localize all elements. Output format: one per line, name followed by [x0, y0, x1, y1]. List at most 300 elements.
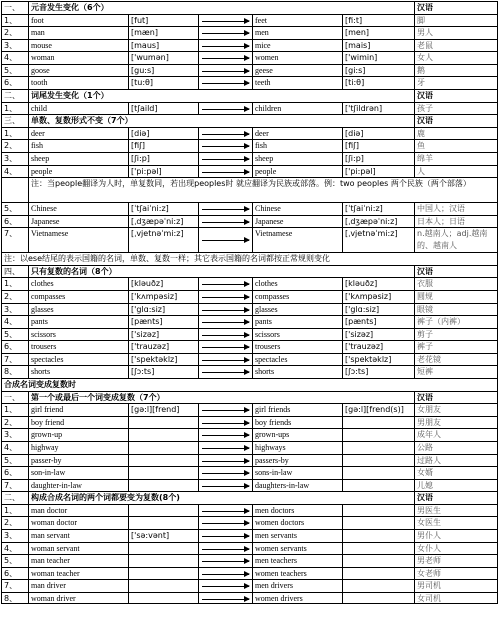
right-arrow-icon: [202, 284, 249, 285]
item-index: 1、: [4, 279, 18, 289]
singular-word: sheep: [28, 153, 128, 165]
singular-word: man servant: [28, 530, 128, 542]
plural-phonetic: [342, 505, 414, 517]
plural-phonetic: [mais]: [342, 40, 414, 52]
word-row: [1, 303, 498, 316]
singular-phonetic: [128, 480, 198, 492]
singular-word: foot: [28, 15, 128, 27]
word-row: [1, 454, 498, 467]
plural-phonetic: ['tʃildrən]: [342, 103, 414, 115]
plural-word: Vietnamese: [252, 228, 342, 252]
arrow-cell: [198, 52, 252, 64]
word-row: [1, 76, 498, 89]
item-index: 3、: [4, 153, 18, 163]
item-index: 1、: [4, 405, 18, 415]
chinese-meaning: 男朋友: [414, 417, 498, 429]
singular-word: highway: [28, 442, 128, 454]
arrow-cell: [198, 417, 252, 429]
item-index: 4、: [4, 442, 18, 452]
right-arrow-icon: [202, 172, 249, 173]
right-arrow-icon: [202, 83, 249, 84]
arrow-cell: [198, 329, 252, 341]
item-index: [2, 178, 28, 202]
item-index: 5、: [4, 65, 18, 75]
singular-phonetic: [maus]: [128, 40, 198, 52]
plural-phonetic: [342, 417, 414, 429]
item-index: 4、: [4, 543, 18, 553]
singular-word: man driver: [28, 580, 128, 592]
plural-phonetic: [ʃɔ:ts]: [342, 366, 414, 378]
plural-phonetic: ['spektəklz]: [342, 354, 414, 366]
section-header: [1, 114, 498, 127]
plural-word: grown-ups: [252, 429, 342, 441]
singular-word: child: [28, 103, 128, 115]
singular-word: boy friend: [28, 417, 128, 429]
plural-phonetic: [pænts]: [342, 316, 414, 328]
singular-word: son-in-law: [28, 467, 128, 479]
item-index: 8、: [4, 593, 18, 603]
plural-word: men teachers: [252, 555, 342, 567]
singular-phonetic: [128, 467, 198, 479]
chinese-meaning: 女人: [414, 52, 498, 64]
plural-phonetic: [gi:s]: [342, 65, 414, 77]
column-header-chinese: 汉语: [414, 90, 498, 102]
arrow-cell: [198, 15, 252, 27]
section-header: [1, 391, 498, 404]
right-arrow-icon: [202, 486, 249, 487]
singular-word: pants: [28, 316, 128, 328]
plural-phonetic: ['pi:pəl]: [342, 166, 414, 178]
column-header-chinese: 汉语: [414, 266, 498, 278]
chinese-meaning: 圆规: [414, 291, 498, 303]
word-row: [1, 479, 498, 492]
singular-word: spectacles: [28, 354, 128, 366]
singular-word: compasses: [28, 291, 128, 303]
section-number: 一、: [4, 3, 20, 12]
chinese-meaning: 女司机: [414, 593, 498, 604]
plural-phonetic: [ˈtʃaiˈni:z]: [342, 203, 414, 215]
column-header-chinese: 汉语: [414, 492, 498, 504]
singular-word: clothes: [28, 278, 128, 290]
item-index: 3、: [4, 430, 18, 440]
right-arrow-icon: [202, 423, 249, 424]
item-index: 7、: [4, 354, 18, 364]
plural-word: Chinese: [252, 203, 342, 215]
item-index: 6、: [4, 342, 18, 352]
plural-phonetic: [342, 555, 414, 567]
right-arrow-icon: [202, 410, 249, 411]
singular-word: man doctor: [28, 505, 128, 517]
word-row: [1, 102, 498, 115]
singular-word: glasses: [28, 304, 128, 316]
plural-phonetic: [342, 442, 414, 454]
singular-phonetic: [128, 580, 198, 592]
note-text: 注：当people翻译为人时，单复数同，若出现peoples时 就应翻译为民族或部落。例：two peoples 两个民族（两个部落）: [28, 178, 497, 202]
word-row: [1, 340, 498, 353]
right-arrow-icon: [202, 21, 249, 22]
word-row: [1, 592, 498, 605]
right-arrow-icon: [202, 574, 249, 575]
right-arrow-icon: [202, 209, 249, 210]
plural-phonetic: [men]: [342, 27, 414, 39]
singular-word: trousers: [28, 341, 128, 353]
plural-phonetic: [342, 467, 414, 479]
arrow-cell: [198, 27, 252, 39]
item-index: 6、: [4, 78, 18, 88]
plural-phonetic: ['glɑ:siz]: [342, 304, 414, 316]
plural-word: spectacles: [252, 354, 342, 366]
chinese-meaning: n.越南人；adj.越南的、越南人: [414, 228, 498, 252]
item-index: 8、: [4, 367, 18, 377]
arrow-cell: [198, 341, 252, 353]
singular-phonetic: [128, 455, 198, 467]
plural-word: mice: [252, 40, 342, 52]
word-row: [1, 579, 498, 592]
plural-word: girl friends: [252, 404, 342, 416]
item-index: 2、: [4, 141, 18, 151]
singular-word: woman: [28, 52, 128, 64]
item-index: 7、: [4, 229, 18, 239]
chinese-meaning: 男仆人: [414, 530, 498, 542]
right-arrow-icon: [202, 511, 249, 512]
singular-word: mouse: [28, 40, 128, 52]
arrow-cell: [198, 404, 252, 416]
section-number: 二、: [4, 493, 20, 503]
arrow-cell: [198, 153, 252, 165]
part-title: [1, 378, 498, 391]
word-row: [1, 365, 498, 378]
arrow-cell: [198, 291, 252, 303]
plural-word: women drivers: [252, 593, 342, 604]
word-row: [1, 277, 498, 290]
item-index: 7、: [4, 480, 18, 490]
chinese-meaning: 绵羊: [414, 153, 498, 165]
plural-phonetic: [342, 455, 414, 467]
item-index: 4、: [4, 53, 18, 63]
plural-phonetic: [fi:t]: [342, 15, 414, 27]
arrow-cell: [198, 517, 252, 529]
right-arrow-icon: [202, 46, 249, 47]
singular-word: deer: [28, 128, 128, 140]
item-index: 4、: [4, 166, 18, 176]
singular-phonetic: [ʃi:p]: [128, 153, 198, 165]
right-arrow-icon: [202, 146, 249, 147]
plural-phonetic: ['trauzəz]: [342, 341, 414, 353]
word-row: [1, 328, 498, 341]
right-arrow-icon: [202, 335, 249, 336]
chinese-meaning: 鹿: [414, 128, 498, 140]
word-row: [1, 14, 498, 27]
singular-word: fish: [28, 140, 128, 152]
plural-word: pants: [252, 316, 342, 328]
singular-phonetic: ['kʌmpəsiz]: [128, 291, 198, 303]
arrow-cell: [198, 354, 252, 366]
chinese-meaning: 中国人；汉语: [414, 203, 498, 215]
singular-phonetic: [mæn]: [128, 27, 198, 39]
chinese-meaning: 裤子（内裤）: [414, 316, 498, 328]
plural-word: trousers: [252, 341, 342, 353]
singular-word: Chinese: [28, 203, 128, 215]
item-index: 5、: [4, 455, 18, 465]
plural-phonetic: [diə]: [342, 128, 414, 140]
singular-word: scissors: [28, 329, 128, 341]
singular-phonetic: [fut]: [128, 15, 198, 27]
arrow-cell: [198, 103, 252, 115]
singular-phonetic: [pænts]: [128, 316, 198, 328]
singular-phonetic: [gu:s]: [128, 65, 198, 77]
arrow-cell: [198, 40, 252, 52]
singular-word: Japanese: [28, 216, 128, 228]
chinese-meaning: 公路: [414, 442, 498, 454]
singular-phonetic: [diə]: [128, 128, 198, 140]
chinese-meaning: 日本人；日语: [414, 216, 498, 228]
item-index: 1、: [4, 505, 18, 515]
section-header: [1, 1, 498, 14]
plural-word: boy friends: [252, 417, 342, 429]
item-index: 3、: [4, 304, 18, 314]
plural-phonetic: [342, 517, 414, 529]
item-index: 1、: [4, 15, 18, 25]
singular-phonetic: [gə:l][frend]: [128, 404, 198, 416]
word-row: [1, 215, 498, 228]
item-index: 6、: [4, 568, 18, 578]
plural-word: fish: [252, 140, 342, 152]
singular-phonetic: [kləuðz]: [128, 278, 198, 290]
word-row: [1, 51, 498, 64]
arrow-cell: [198, 455, 252, 467]
singular-word: man teacher: [28, 555, 128, 567]
arrow-cell: [198, 530, 252, 542]
chinese-meaning: 男医生: [414, 505, 498, 517]
section-number: 四、: [4, 266, 20, 276]
plural-word: sons-in-law: [252, 467, 342, 479]
arrow-cell: [198, 77, 252, 89]
plural-phonetic: [ʃi:p]: [342, 153, 414, 165]
arrow-cell: [198, 555, 252, 567]
word-row: [1, 290, 498, 303]
singular-phonetic: [tu:θ]: [128, 77, 198, 89]
chinese-meaning: 男人: [414, 27, 498, 39]
section-header: [1, 89, 498, 102]
word-row: [1, 152, 498, 165]
chinese-meaning: 女朋友: [414, 404, 498, 416]
plural-word: Japanese: [252, 216, 342, 228]
right-arrow-icon: [202, 536, 249, 537]
chinese-meaning: 人: [414, 166, 498, 178]
plural-word: glasses: [252, 304, 342, 316]
right-arrow-icon: [202, 347, 249, 348]
word-row: [1, 567, 498, 580]
plural-phonetic: [342, 480, 414, 492]
chinese-meaning: 女老师: [414, 568, 498, 580]
singular-phonetic: ['sizəz]: [128, 329, 198, 341]
word-row: [1, 441, 498, 454]
word-row: [1, 165, 498, 178]
plural-word: shorts: [252, 366, 342, 378]
singular-word: tooth: [28, 77, 128, 89]
right-arrow-icon: [202, 134, 249, 135]
arrow-cell: [198, 203, 252, 215]
singular-word: woman doctor: [28, 517, 128, 529]
singular-word: shorts: [28, 366, 128, 378]
section-header: [1, 265, 498, 278]
arrow-cell: [198, 316, 252, 328]
plural-word: feet: [252, 15, 342, 27]
note-row: [1, 252, 498, 265]
chinese-meaning: 剪子: [414, 329, 498, 341]
word-row: [1, 139, 498, 152]
singular-phonetic: ['pi:pəl]: [128, 166, 198, 178]
word-row: [1, 516, 498, 529]
plural-word: women servants: [252, 543, 342, 555]
plural-phonetic: [342, 530, 414, 542]
chinese-meaning: 老鼠: [414, 40, 498, 52]
plural-word: passers-by: [252, 455, 342, 467]
section-title: 第一个或最后一个词变成复数（7个）: [28, 392, 497, 404]
chinese-meaning: 裤子: [414, 341, 498, 353]
singular-phonetic: [ˌdʒæpəˈni:z]: [128, 216, 198, 228]
right-arrow-icon: [202, 33, 249, 34]
word-row: [1, 428, 498, 441]
column-header-chinese: 汉语: [414, 115, 498, 127]
section-title: 单数、复数形式不变（7个）: [28, 115, 497, 127]
singular-phonetic: ['glɑ:siz]: [128, 304, 198, 316]
chinese-meaning: 孩子: [414, 103, 498, 115]
plural-phonetic: ['sizəz]: [342, 329, 414, 341]
plural-phonetic: [fiʃ]: [342, 140, 414, 152]
singular-word: woman teacher: [28, 568, 128, 580]
plural-word: people: [252, 166, 342, 178]
item-index: 2、: [4, 417, 18, 427]
arrow-cell: [198, 580, 252, 592]
arrow-cell: [198, 467, 252, 479]
arrow-cell: [198, 505, 252, 517]
singular-phonetic: [ʃɔ:ts]: [128, 366, 198, 378]
item-index: 5、: [4, 204, 18, 214]
note-row: [1, 177, 498, 202]
plural-phonetic: [342, 593, 414, 604]
item-index: 4、: [4, 317, 18, 327]
plural-word: geese: [252, 65, 342, 77]
note-text: 注：以ese结尾的表示国籍的名词，单数、复数一样；其它表示国籍的名词都按正常规则变化: [4, 254, 331, 264]
singular-phonetic: ['trauzəz]: [128, 341, 198, 353]
column-header-chinese: 汉语: [414, 2, 498, 14]
singular-phonetic: [128, 429, 198, 441]
word-row: [1, 542, 498, 555]
plural-word: sheep: [252, 153, 342, 165]
plural-word: women: [252, 52, 342, 64]
word-row: [1, 554, 498, 567]
right-arrow-icon: [202, 71, 249, 72]
right-arrow-icon: [202, 222, 249, 223]
section-title: 只有复数的名词（8个）: [28, 266, 497, 278]
chinese-meaning: 成年人: [414, 429, 498, 441]
arrow-cell: [198, 593, 252, 604]
right-arrow-icon: [202, 586, 249, 587]
column-header-chinese: 汉语: [414, 392, 498, 404]
right-arrow-icon: [202, 322, 249, 323]
singular-phonetic: ['wumən]: [128, 52, 198, 64]
right-arrow-icon: [202, 159, 249, 160]
singular-phonetic: [tʃaild]: [128, 103, 198, 115]
plural-phonetic: [342, 580, 414, 592]
item-index: 6、: [4, 216, 18, 226]
chinese-meaning: 男老师: [414, 555, 498, 567]
item-index: 2、: [4, 518, 18, 528]
word-row: [1, 504, 498, 517]
singular-word: people: [28, 166, 128, 178]
singular-phonetic: [128, 555, 198, 567]
word-row: [1, 39, 498, 52]
singular-word: man: [28, 27, 128, 39]
plural-word: women teachers: [252, 568, 342, 580]
plural-phonetic: [ti:θ]: [342, 77, 414, 89]
right-arrow-icon: [202, 297, 249, 298]
plural-phonetic: ['wimin]: [342, 52, 414, 64]
right-arrow-icon: [202, 561, 249, 562]
arrow-cell: [198, 366, 252, 378]
chinese-meaning: 脚: [414, 15, 498, 27]
chinese-meaning: 女仆人: [414, 543, 498, 555]
plural-word: men doctors: [252, 505, 342, 517]
arrow-cell: [198, 480, 252, 492]
right-arrow-icon: [202, 58, 249, 59]
right-arrow-icon: [202, 599, 249, 600]
singular-phonetic: [128, 568, 198, 580]
arrow-cell: [198, 128, 252, 140]
singular-phonetic: [128, 517, 198, 529]
section-number: 二、: [4, 91, 20, 101]
item-index: 5、: [4, 329, 18, 339]
word-row: [1, 202, 498, 215]
singular-word: daughter-in-law: [28, 480, 128, 492]
word-row: [1, 529, 498, 542]
singular-word: Vietnamese: [28, 228, 128, 252]
right-arrow-icon: [202, 435, 249, 436]
plural-phonetic: [ˌvjetnəˈmi:z]: [342, 228, 414, 252]
item-index: 1、: [4, 103, 18, 113]
arrow-cell: [198, 429, 252, 441]
singular-word: goose: [28, 65, 128, 77]
singular-phonetic: [128, 417, 198, 429]
singular-phonetic: [128, 593, 198, 604]
plural-word: men drivers: [252, 580, 342, 592]
item-index: 3、: [4, 40, 18, 50]
section-title: 构成合成名词的两个词都要变为复数(8个): [28, 492, 497, 504]
section-header: [1, 491, 498, 504]
chinese-meaning: 眼镜: [414, 304, 498, 316]
plural-phonetic: [ˌdʒæpəˈni:z]: [342, 216, 414, 228]
word-row: [1, 315, 498, 328]
right-arrow-icon: [202, 448, 249, 449]
singular-phonetic: [128, 442, 198, 454]
word-row: [1, 26, 498, 39]
singular-phonetic: ['sə:vənt]: [128, 530, 198, 542]
right-arrow-icon: [202, 473, 249, 474]
plural-word: highways: [252, 442, 342, 454]
plural-phonetic: [342, 543, 414, 555]
word-row: [1, 466, 498, 479]
right-arrow-icon: [202, 109, 249, 110]
item-index: 1、: [4, 128, 18, 138]
item-index: 5、: [4, 556, 18, 566]
singular-phonetic: [fiʃ]: [128, 140, 198, 152]
chinese-meaning: 男司机: [414, 580, 498, 592]
singular-phonetic: [128, 543, 198, 555]
arrow-cell: [198, 304, 252, 316]
part-title-text: 合成名词变成复数时: [4, 380, 76, 390]
arrow-cell: [198, 442, 252, 454]
